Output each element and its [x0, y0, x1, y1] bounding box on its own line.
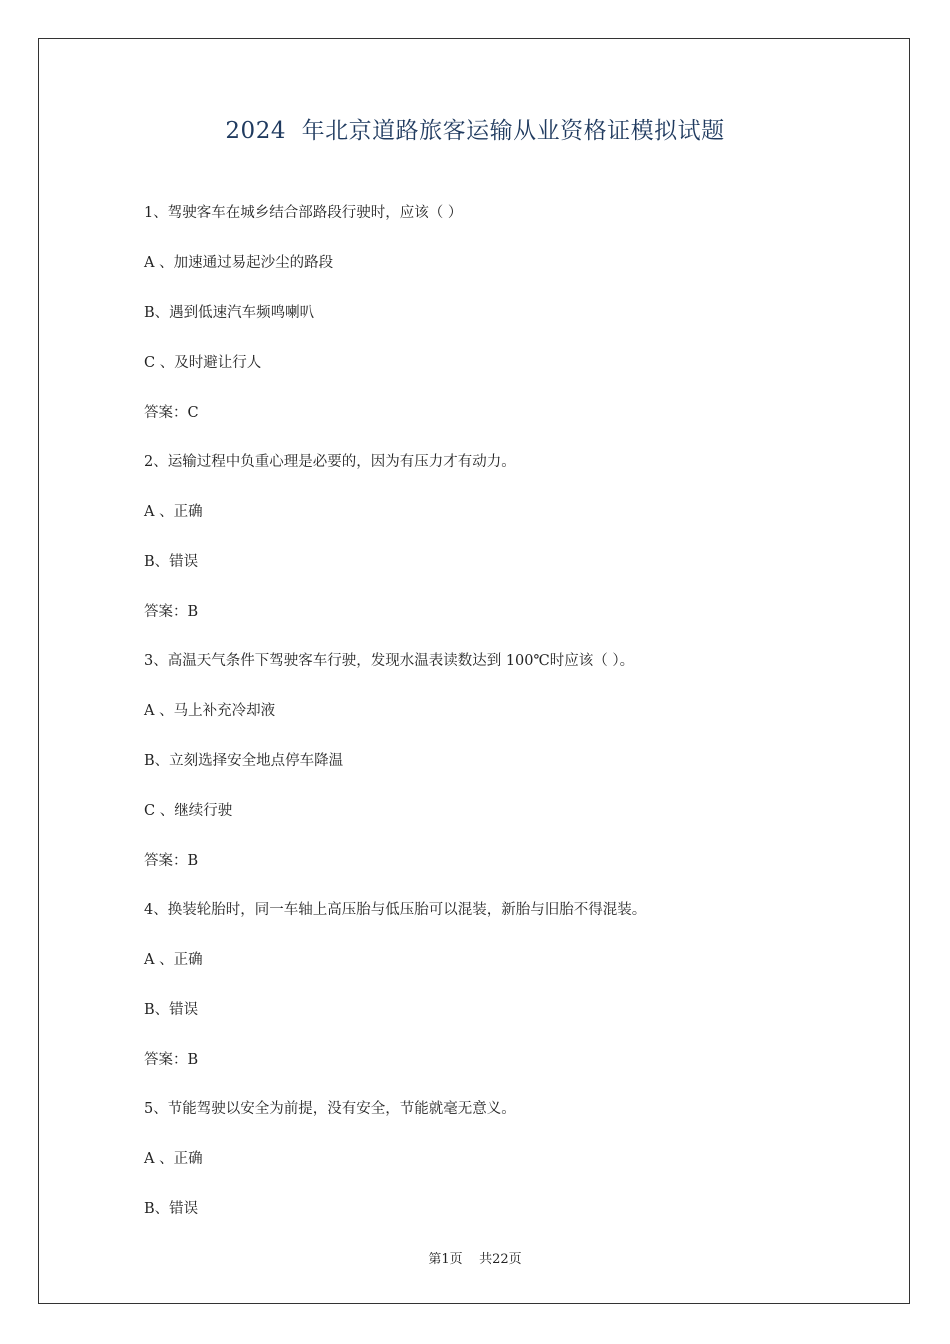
document-title: 2024 年北京道路旅客运输从业资格证模拟试题 [225, 118, 725, 144]
question-4-text: 4、换装轮胎时，同一车轴上高压胎与低压胎可以混装，新胎与旧胎不得混装。 [144, 902, 647, 918]
question-3-option-b: B、立刻选择安全地点停车降温 [144, 753, 344, 769]
question-3-text: 3、高温天气条件下驾驶客车行驶，发现水温表读数达到 100℃时应该（ ）。 [144, 653, 635, 669]
question-1-answer: 答案：C [144, 405, 199, 421]
question-3-option-a: A 、马上补充冷却液 [144, 703, 276, 719]
question-2-option-a: A 、正确 [144, 504, 203, 520]
question-2-answer: 答案：B [144, 604, 199, 620]
question-1-option-b: B、遇到低速汽车频鸣喇叭 [144, 305, 315, 321]
question-1-text: 1、驾驶客车在城乡结合部路段行驶时，应该（ ） [144, 205, 463, 221]
question-1-option-a: A 、加速通过易起沙尘的路段 [144, 255, 334, 271]
page-footer: 第1页 共22页 [428, 1252, 522, 1267]
question-1-option-c: C 、及时避让行人 [144, 355, 262, 371]
question-3-option-c: C 、继续行驶 [144, 803, 233, 819]
question-2-text: 2、运输过程中负重心理是必要的，因为有压力才有动力。 [144, 454, 516, 470]
question-5-text: 5、节能驾驶以安全为前提，没有安全，节能就毫无意义。 [144, 1101, 516, 1117]
question-4-option-a: A 、正确 [144, 952, 203, 968]
question-4-answer: 答案：B [144, 1052, 199, 1068]
question-5-option-a: A 、正确 [144, 1151, 203, 1167]
question-4-option-b: B、错误 [144, 1002, 199, 1018]
question-5-option-b: B、错误 [144, 1201, 199, 1217]
question-3-answer: 答案：B [144, 853, 199, 869]
question-2-option-b: B、错误 [144, 554, 199, 570]
